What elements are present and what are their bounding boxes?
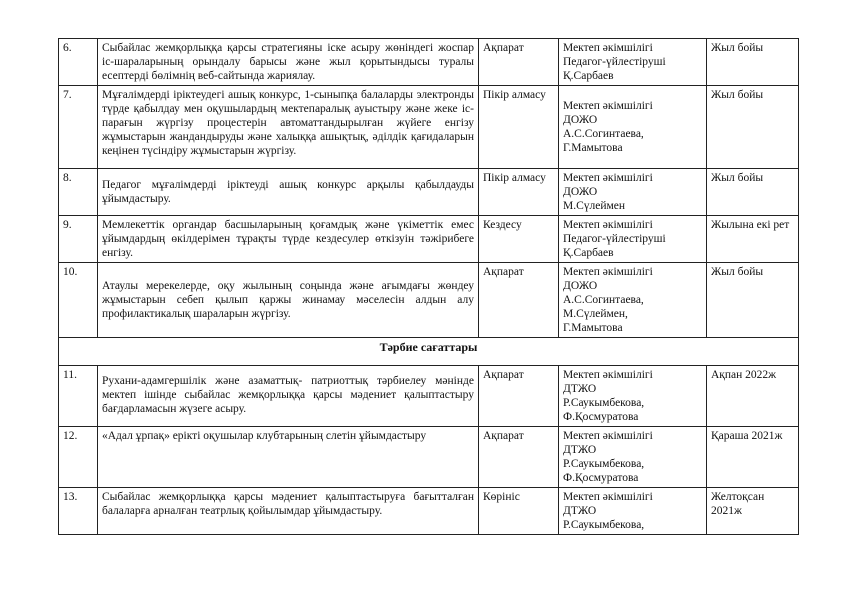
row-number: 7. [59,86,98,169]
responsible-line: М.Сүлеймен, [563,308,628,320]
responsible-line: А.С.Согинтаева, [563,294,644,306]
row-number: 9. [59,216,98,263]
deadline: Жылына екі рет [707,216,799,263]
deadline: Жыл бойы [707,39,799,86]
activity-form: Пікір алмасу [479,86,559,169]
activity-description: Сыбайлас жемқорлыққа қарсы стратегияны іске асыру жөніндегі жоспар іс-шараларының орындалу барысы және жыл қорытындысы туралы есептерді бөлімнің веб-сайтында жариялау. [98,39,479,86]
responsible-line: Г.Мамытова [563,142,623,154]
responsible-line: ДОЖО [563,186,598,198]
responsible-line: ДТЖО [563,383,597,395]
responsible-line: ДОЖО [563,280,598,292]
activity-form: Кездесу [479,216,559,263]
section-row [59,338,799,366]
table-row [59,366,799,427]
row-number: 10. [59,263,98,338]
deadline: Жыл бойы [707,86,799,169]
responsible-line: Ф.Қосмуратова [563,472,639,484]
table-row [59,86,799,169]
responsible-cell [559,488,707,535]
responsible-line: ДТЖО [563,505,597,517]
table-row [59,216,799,263]
responsible-line: Мектеп әкімшілігі [563,266,653,278]
activity-description: Мұғалімдерді іріктеудегі ашық конкурс, 1-сыныпқа балаларды электронды түрде қабылдау мен оқушылардың мектепаралық ауыстыру және жеке іс-парағын жүргізу процестерін автоматтандырылған жүйеге енгізу жұмыстарын жандандыруды және халыққа ашықтық, әділдік қағидаларын кеңінен түсіндіру жұмыстарын жүргізу. [98,86,479,169]
deadline: Ақпан 2022ж [707,366,799,427]
row-number: 6. [59,39,98,86]
row-number: 13. [59,488,98,535]
responsible-line: Мектеп әкімшілігі [563,219,653,231]
responsible-line: Мектеп әкімшілігі [563,42,653,54]
responsible-line: Мектеп әкімшілігі [563,491,653,503]
activity-form: Ақпарат [479,263,559,338]
responsible-line: Ф.Қосмуратова [563,411,639,423]
table-row [59,169,799,216]
responsible-line: Қ.Сарбаев [563,70,614,82]
responsible-line: Р.Саукымбекова, [563,519,645,531]
activity-form: Ақпарат [479,427,559,488]
section-title: Тәрбие сағаттары [59,338,799,366]
responsible-line: ДТЖО [563,444,597,456]
responsible-cell [559,169,707,216]
table-row [59,488,799,535]
responsible-cell [559,263,707,338]
activity-form: Ақпарат [479,39,559,86]
deadline: Желтоқсан 2021ж [707,488,799,535]
activity-form: Ақпарат [479,366,559,427]
responsible-line: М.Сүлеймен [563,200,626,212]
deadline: Жыл бойы [707,263,799,338]
responsible-line: А.С.Согинтаева, [563,128,644,140]
table-row [59,263,799,338]
table-row [59,39,799,86]
row-number: 11. [59,366,98,427]
responsible-line: Мектеп әкімшілігі [563,172,653,184]
activity-description: «Адал ұрпақ» ерікті оқушылар клубтарының слетін ұйымдастыру [98,427,479,488]
responsible-line: Педагог-үйлестіруші [563,233,666,245]
activity-description: Рухани-адамгершілік және азаматтық- патриоттық тәрбиелеу мәнінде мектеп ішінде сыбайлас жемқорлыққа қарсы мәдениет қалыптастыру бағдарламасын жүзеге асыру. [98,366,479,427]
responsible-line: Р.Саукымбекова, [563,458,645,470]
row-number: 12. [59,427,98,488]
activity-form: Пікір алмасу [479,169,559,216]
responsible-line: ДОЖО [563,114,598,126]
responsible-line: Мектеп әкімшілігі [563,100,653,112]
responsible-line: Мектеп әкімшілігі [563,430,653,442]
activity-description: Мемлекеттік органдар басшыларының қоғамдық және үкіметтік емес ұйымдардың өкілдерімен тұрақты түрде кездесулер өткізуін тәжірибеге енгізу. [98,216,479,263]
deadline: Қараша 2021ж [707,427,799,488]
responsible-cell [559,216,707,263]
responsible-line: Г.Мамытова [563,322,623,334]
responsible-line: Педагог-үйлестіруші [563,56,666,68]
responsible-cell [559,86,707,169]
responsible-line: Мектеп әкімшілігі [563,369,653,381]
responsible-cell [559,366,707,427]
action-plan-table [58,38,799,535]
responsible-cell [559,427,707,488]
responsible-line: Қ.Сарбаев [563,247,614,259]
responsible-cell [559,39,707,86]
row-number: 8. [59,169,98,216]
activity-description: Атаулы мерекелерде, оқу жылының соңында және ағымдағы жөндеу жұмыстарын себеп қылып қаржы жинамау мәселесін алдын алу профилактикалық шараларын жүргізу. [98,263,479,338]
responsible-line: Р.Саукымбекова, [563,397,645,409]
activity-form: Көрініс [479,488,559,535]
activity-description: Педагог мұғалімдерді іріктеуді ашық конкурс арқылы қабылдауды ұйымдастыру. [98,169,479,216]
activity-description: Сыбайлас жемқорлыққа қарсы мәдениет қалыптастыруға бағытталған балаларға арналған театрлық қойылымдар ұйымдастыру. [98,488,479,535]
table-row [59,427,799,488]
deadline: Жыл бойы [707,169,799,216]
